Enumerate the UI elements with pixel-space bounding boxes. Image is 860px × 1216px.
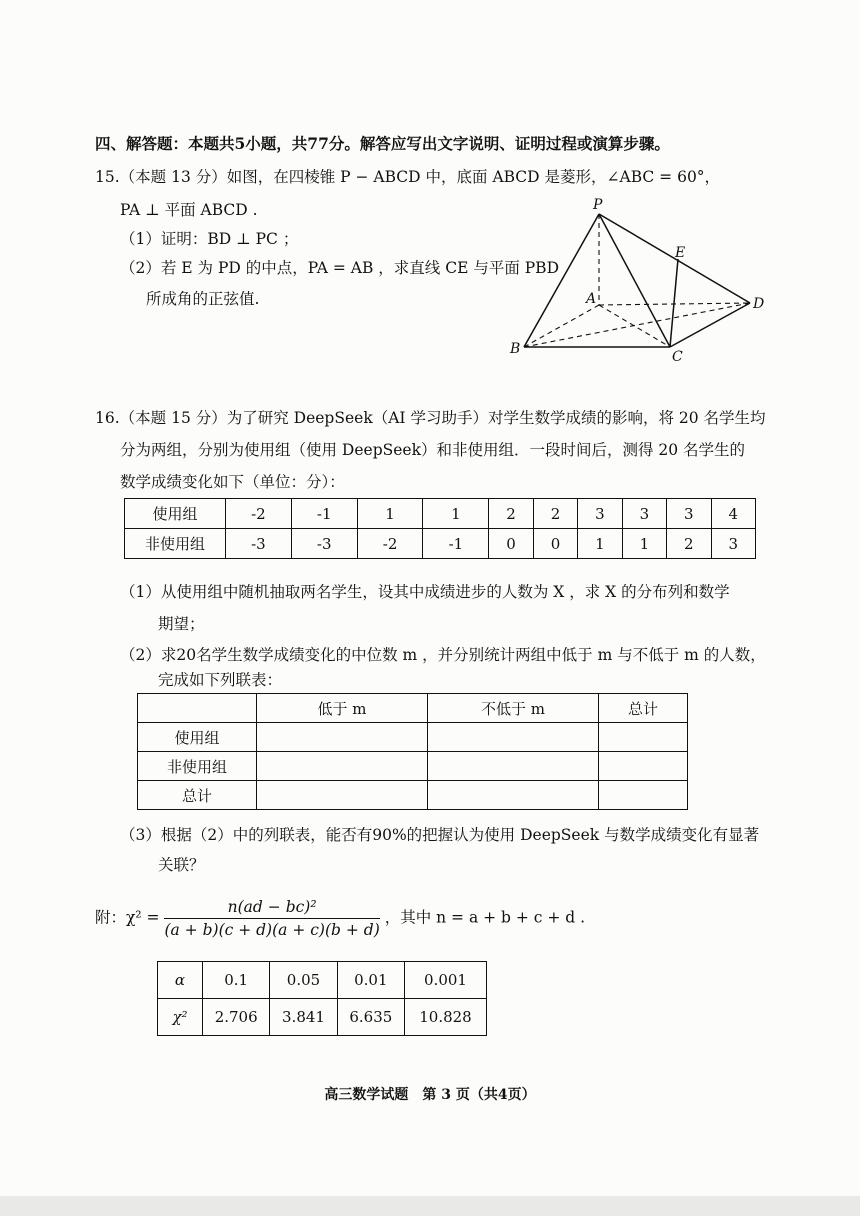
alpha-cell: 0.1 — [203, 962, 270, 999]
q16-part1b: 期望； — [158, 615, 205, 633]
alpha-cell: 0.05 — [270, 962, 337, 999]
formula-prefix: 附：χ² = — [95, 908, 160, 927]
score-cell: 1 — [578, 529, 622, 559]
q16-line2: 分为两组，分别为使用组（使用 DeepSeek）和非使用组．一段时间后，测得 20 名学生的 — [120, 441, 746, 459]
score-cell: 3 — [711, 529, 756, 559]
section-heading: 四、解答题：本题共5小题，共77分。解答应写出文字说明、证明过程或演算步骤。 — [95, 134, 670, 153]
q15-line2: PA ⊥ 平面 ABCD . — [120, 201, 258, 219]
label-a: A — [586, 291, 597, 307]
answer-cell[interactable] — [428, 752, 599, 781]
label-p: P — [593, 197, 603, 213]
answer-cell[interactable] — [257, 723, 428, 752]
appendix-formula — [95, 898, 585, 939]
chi-cell: 2.706 — [203, 999, 270, 1036]
table-row — [138, 781, 688, 810]
score-cell: 2 — [489, 499, 533, 529]
answer-cell[interactable] — [599, 752, 688, 781]
table-row — [125, 499, 756, 529]
formula-numerator: n(ad − bc)² — [164, 898, 379, 919]
label-d: D — [753, 296, 765, 312]
chi-label: χ² — [158, 999, 203, 1036]
q15-line1: 15.（本题 13 分）如图，在四棱锥 P − ABCD 中，底面 ABCD 是菱形，∠ABC = 60°， — [95, 168, 721, 186]
score-cell: 0 — [489, 529, 533, 559]
answer-cell[interactable] — [428, 781, 599, 810]
score-cell: 3 — [667, 499, 711, 529]
q16-part3a: （3）根据（2）中的列联表，能否有90%的把握认为使用 DeepSeek 与数学成绩变化有显著 — [120, 826, 760, 844]
q16-part1a: （1）从使用组中随机抽取两名学生，设其中成绩进步的人数为 X ，求 X 的分布列和数学 — [120, 583, 730, 601]
header-cell: 低于 m — [257, 694, 428, 723]
q15-part1: （1）证明：BD ⊥ PC ； — [120, 230, 299, 248]
label-c: C — [672, 349, 683, 365]
row-label: 非使用组 — [138, 752, 257, 781]
q16-part3b: 关联？ — [158, 856, 205, 874]
table-row — [125, 529, 756, 559]
chi-cell: 10.828 — [404, 999, 486, 1036]
score-cell: 3 — [578, 499, 622, 529]
header-cell — [138, 694, 257, 723]
row-label: 使用组 — [138, 723, 257, 752]
score-cell: 3 — [622, 499, 666, 529]
q15-part2a: （2）若 E 为 PD 的中点，PA = AB ，求直线 CE 与平面 PBD — [120, 259, 559, 277]
q15-part2b: 所成角的正弦值. — [146, 290, 260, 308]
header-cell: 总计 — [599, 694, 688, 723]
q16-part2a: （2）求20名学生数学成绩变化的中位数 m ，并分别统计两组中低于 m 与不低于 m 的人数， — [120, 646, 766, 664]
row-label: 总计 — [138, 781, 257, 810]
edge-ce — [670, 259, 678, 347]
score-cell: 0 — [533, 529, 577, 559]
edge-cd — [670, 303, 750, 347]
answer-cell[interactable] — [428, 723, 599, 752]
label-e: E — [675, 245, 686, 261]
edge-bd-hidden — [524, 303, 750, 347]
table-row — [158, 962, 487, 999]
table-row — [138, 723, 688, 752]
table-row — [138, 694, 688, 723]
table-row — [158, 999, 487, 1036]
contingency-table — [137, 693, 688, 810]
score-cell: 1 — [423, 499, 489, 529]
score-cell: -2 — [226, 499, 292, 529]
q16-line3: 数学成绩变化如下（单位：分）： — [120, 473, 345, 491]
edge-pb — [524, 214, 599, 347]
answer-cell[interactable] — [257, 781, 428, 810]
answer-cell[interactable] — [599, 723, 688, 752]
formula-denominator: (a + b)(c + d)(a + c)(b + d) — [164, 921, 380, 939]
chi-cell: 3.841 — [270, 999, 337, 1036]
label-b: B — [510, 341, 521, 357]
q16-part2b: 完成如下列联表： — [158, 671, 283, 689]
score-cell: -1 — [291, 499, 357, 529]
score-cell: -1 — [423, 529, 489, 559]
answer-cell[interactable] — [599, 781, 688, 810]
q16-line1: 16.（本题 15 分）为了研究 DeepSeek（AI 学习助手）对学生数学成绩的影响，将 20 名学生均 — [95, 409, 766, 427]
alpha-cell: 0.01 — [337, 962, 404, 999]
alpha-label: α — [158, 962, 203, 999]
row-label: 使用组 — [125, 499, 226, 529]
score-cell: 4 — [711, 499, 756, 529]
edge-pc — [599, 214, 670, 347]
chi-cell: 6.635 — [337, 999, 404, 1036]
score-cell: 2 — [667, 529, 711, 559]
answer-cell[interactable] — [257, 752, 428, 781]
score-cell: 1 — [622, 529, 666, 559]
header-cell: 不低于 m — [428, 694, 599, 723]
score-cell: -3 — [291, 529, 357, 559]
page-footer: 高三数学试题 第 3 页（共4页） — [324, 1087, 536, 1103]
score-cell: -3 — [226, 529, 292, 559]
table-row — [138, 752, 688, 781]
formula-suffix: ，其中 n = a + b + c + d . — [384, 908, 586, 927]
formula-fraction — [164, 898, 379, 939]
critical-value-table — [157, 961, 487, 1036]
score-cell: -2 — [357, 529, 423, 559]
scan-edge — [0, 1196, 860, 1216]
alpha-cell: 0.001 — [404, 962, 486, 999]
score-cell: 2 — [533, 499, 577, 529]
row-label: 非使用组 — [125, 529, 226, 559]
score-change-table — [124, 498, 756, 559]
score-cell: 1 — [357, 499, 423, 529]
pyramid-figure — [500, 195, 780, 375]
